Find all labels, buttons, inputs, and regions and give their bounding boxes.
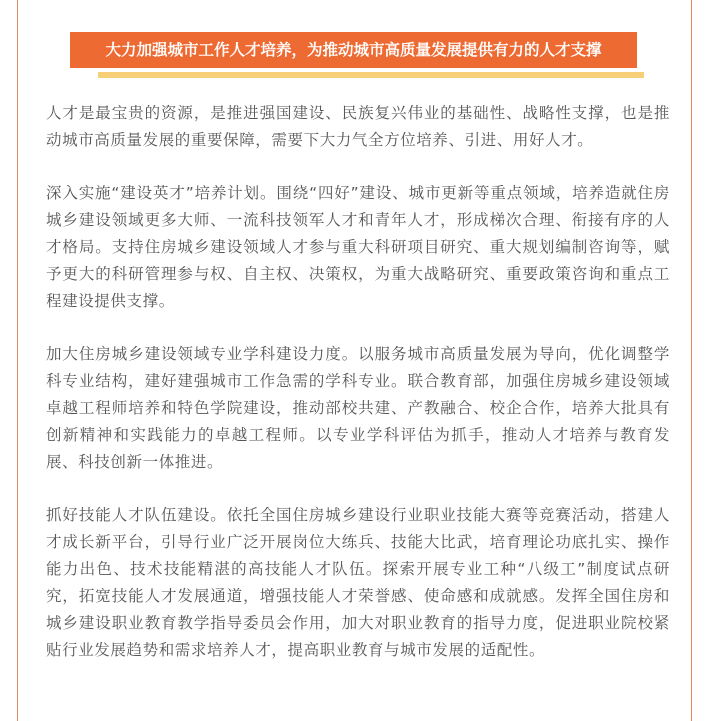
article-body: [46, 100, 670, 690]
paragraph: 加大住房城乡建设领域专业学科建设力度。以服务城市高质量发展为导向，优化调整学科专业结构，建好建强城市工作急需的学科专业。联合教育部，加强住房城乡建设领域卓越工程师培养和特色学院建设，推动部校共建、产教融合、校企合作，培养大批具有创新精神和实践能力的卓越工程师。以专业学科评估为抓手，推动人才培养与教育发展、科技创新一体推进。: [46, 345, 670, 471]
section-banner: [70, 32, 644, 82]
banner-underline-decoration: [98, 72, 644, 78]
article-frame: [17, 0, 692, 721]
paragraph: 深入实施“建设英才”培养计划。围绕“四好”建设、城市更新等重点领域，培养造就住房城乡建设领域更多大师、一流科技领军人才和青年人才，形成梯次合理、衔接有序的人才格局。支持住房城乡建设领域人才参与重大科研项目研究、重大规划编制咨询等，赋予更大的科研管理参与权、自主权、决策权，为重大战略研究、重要政策咨询和重点工程建设提供支撑。: [46, 184, 670, 310]
section-title: 大力加强城市工作人才培养，为推动城市高质量发展提供有力的人才支撑: [70, 32, 637, 68]
paragraph: 抓好技能人才队伍建设。依托全国住房城乡建设行业职业技能大赛等竞赛活动，搭建人才成长新平台，引导行业广泛开展岗位大练兵、技能大比武，培育理论功底扎实、操作能力出色、技术技能精湛的高技能人才队伍。探索开展专业工种“八级工”制度试点研究，拓宽技能人才发展通道，增强技能人才荣誉感、使命感和成就感。发挥全国住房和城乡建设职业教育教学指导委员会作用，加大对职业教育的指导力度，促进职业院校紧贴行业发展趋势和需求培养人才，提高职业教育与城市发展的适配性。: [46, 506, 670, 659]
paragraph: 人才是最宝贵的资源，是推进强国建设、民族复兴伟业的基础性、战略性支撑，也是推动城市高质量发展的重要保障，需要下大力气全方位培养、引进、用好人才。: [46, 104, 670, 149]
